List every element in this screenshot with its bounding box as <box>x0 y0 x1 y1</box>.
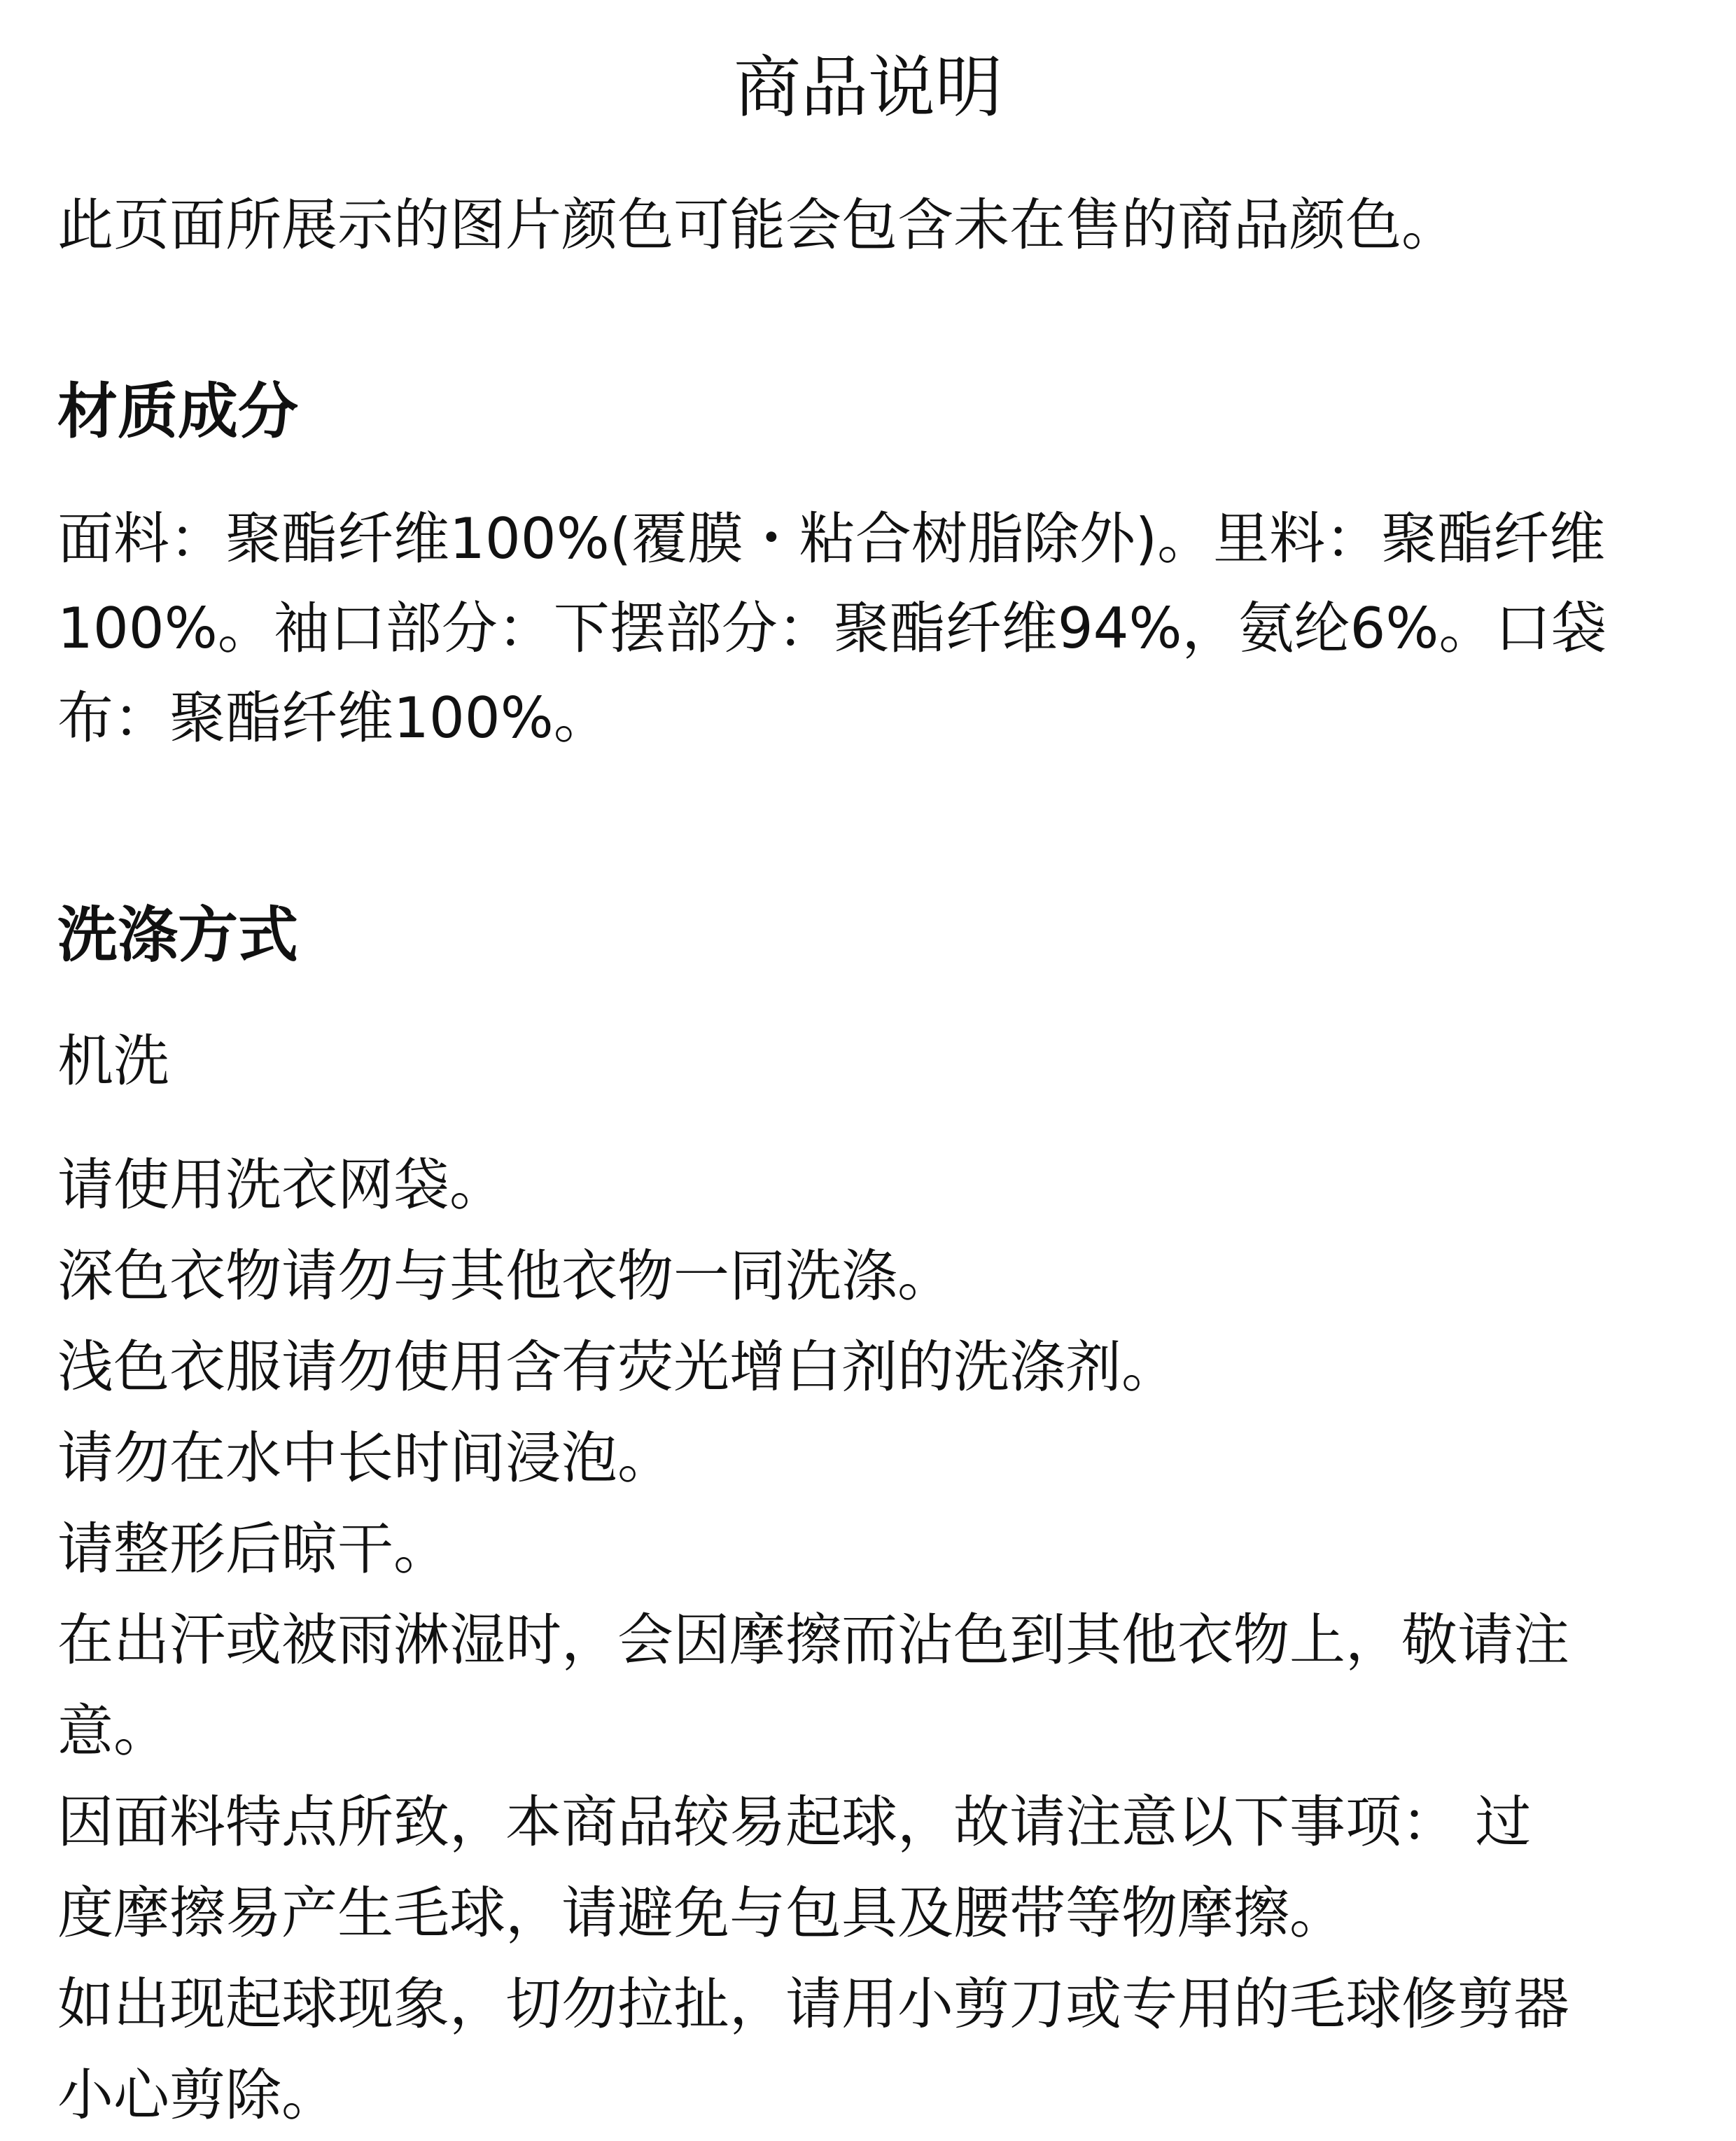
care-instruction-line: 如出现起球现象，切勿拉扯，请用小剪刀或专用的毛球修剪器 <box>57 1972 1569 2037</box>
care-instruction <box>57 1322 1688 1413</box>
care-instruction <box>57 1595 1688 1777</box>
care-instruction-line: 请整形后晾干。 <box>57 1516 449 1582</box>
care-instruction <box>57 1777 1688 1959</box>
care-instruction-line: 小心剪除。 <box>57 2063 337 2128</box>
care-instruction-line: 浅色衣服请勿使用含有荧光增白剂的洗涤剂。 <box>57 1334 1177 1400</box>
care-instruction-line: 请勿在水中长时间浸泡。 <box>57 1425 673 1491</box>
care-instruction-line: 深色衣物请勿与其他衣物一同洗涤。 <box>57 1243 953 1309</box>
color-notice: 此页面所展示的图片颜色可能会包含未在售的商品颜色。 <box>57 193 1457 258</box>
care-instruction-line: 在出汗或被雨淋湿时，会因摩擦而沾色到其他衣物上，敬请注 <box>57 1608 1569 1673</box>
care-instruction <box>57 1413 1688 1504</box>
care-instruction <box>57 1231 1688 1322</box>
care-instruction-line: 因面料特点所致，本商品较易起球，故请注意以下事项： 过 <box>57 1790 1532 1855</box>
care-instruction-line: 请使用洗衣网袋。 <box>57 1152 505 1218</box>
material-line: 100%。袖口部分：下摆部分：聚酯纤维94%，氨纶6%。口袋 <box>57 596 1607 661</box>
care-instruction <box>57 1140 1688 1231</box>
washing-heading: 洗涤方式 <box>57 900 298 970</box>
care-instruction <box>57 1504 1688 1595</box>
wash-method: 机洗 <box>57 1028 169 1094</box>
care-instruction <box>57 1959 1688 2141</box>
care-instruction-line: 意。 <box>57 1699 169 1764</box>
material-composition <box>57 494 1679 763</box>
care-instruction-line: 度摩擦易产生毛球，请避免与包具及腰带等物摩擦。 <box>57 1881 1345 1946</box>
care-instructions-list <box>57 1140 1688 2141</box>
material-line: 面料：聚酯纤维100%(覆膜・粘合树脂除外)。里料：聚酯纤维 <box>57 506 1606 571</box>
material-line: 布：聚酯纤维100%。 <box>57 685 610 751</box>
page-title: 商品说明 <box>734 48 1002 127</box>
material-heading: 材质成分 <box>57 377 298 447</box>
